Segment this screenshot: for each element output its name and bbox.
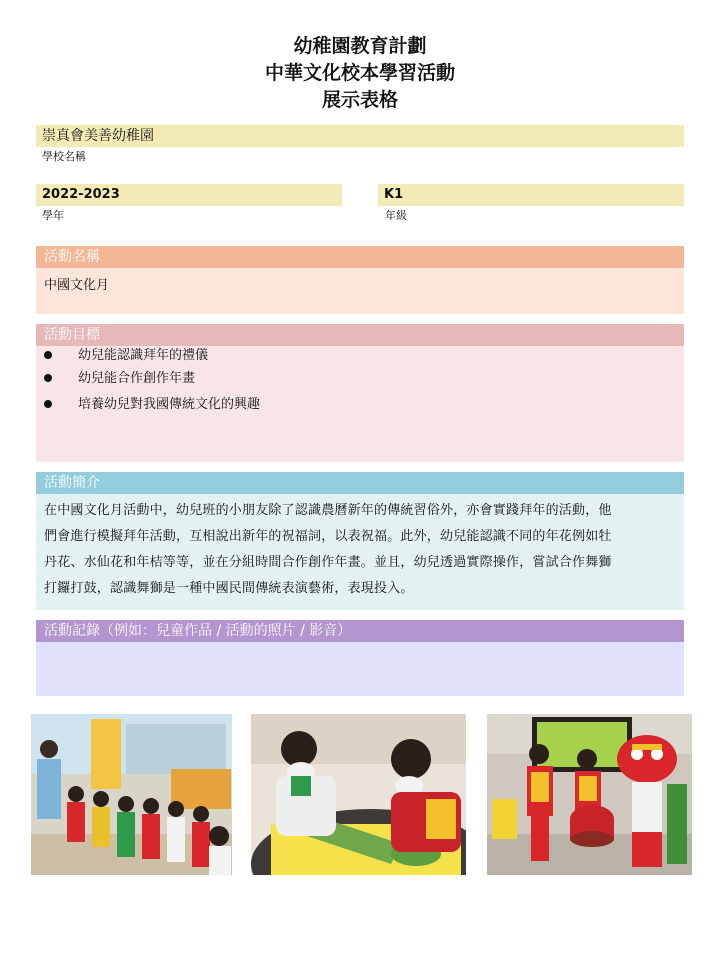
objective-item: 幼兒能合作創作年畫 [44,370,195,388]
records-box [36,642,684,696]
painting-activity-photo [251,714,466,875]
records-heading: 活動記錄（例如：兒童作品 / 活動的照片 / 影音） [36,620,684,642]
school-year-field: 2022-2023 [36,184,342,206]
activity-name-value: 中國文化月 [44,278,110,293]
title-line-1: 幼稚園教育計劃 [293,35,427,57]
classroom-greeting-photo [31,714,232,875]
lion-dance-drum-photo [487,714,692,875]
grade-label: 年級 [385,209,407,222]
activity-name-box [36,268,684,314]
objectives-heading: 活動目標 [36,324,684,346]
summary-line: 丹花、水仙花和年桔等等，並在分組時間合作創作年畫。並且，幼兒透過實際操作，嘗試合作舞獅 [44,555,612,570]
bullet-icon [44,400,52,408]
objective-item: 幼兒能認識拜年的禮儀 [44,347,208,365]
bullet-icon [44,374,52,382]
summary-line: 在中國文化月活動中，幼兒班的小朋友除了認識農曆新年的傳統習俗外，亦會實踐拜年的活動，他 [44,503,612,518]
school-name-label: 學校名稱 [42,150,86,163]
school-name-field: 崇真會美善幼稚園 [36,125,684,147]
summary-line: 們會進行模擬拜年活動，互相說出新年的祝福詞，以表祝福。此外，幼兒能認識不同的年花例如牡 [44,529,612,544]
objective-item: 培養幼兒對我國傳統文化的興趣 [44,396,260,414]
summary-heading: 活動簡介 [36,472,684,494]
summary-box [36,494,684,610]
summary-line: 打鑼打鼓，認識舞獅是一種中國民間傳統表演藝術，表現投入。 [44,581,414,596]
grade-field: K1 [378,184,684,206]
title-line-3: 展示表格 [321,89,398,111]
activity-name-heading: 活動名稱 [36,246,684,268]
bullet-icon [44,351,52,359]
title-line-2: 中華文化校本學習活動 [264,62,455,84]
school-year-label: 學年 [42,209,64,222]
